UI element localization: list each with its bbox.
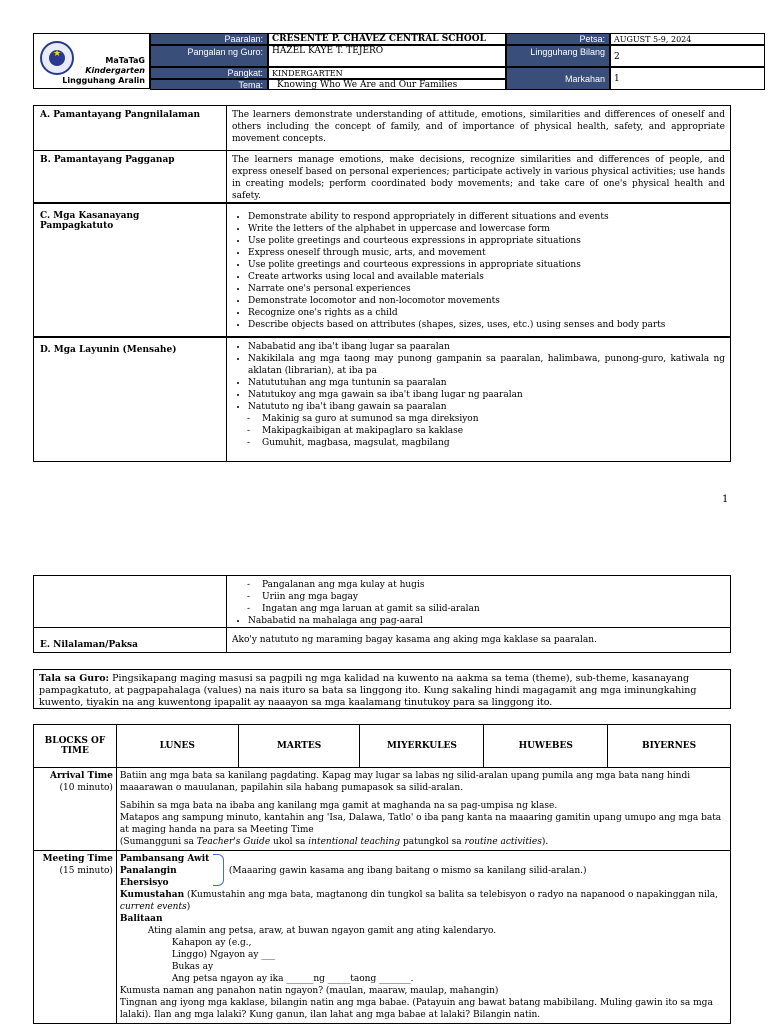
list-item: • Nababatid ang iba't ibang lugar sa paaralan — [248, 341, 725, 353]
petsa-label: Petsa: — [506, 33, 610, 45]
header-miyerkules: MIYERKULES — [360, 725, 484, 768]
arrival-content — [116, 768, 730, 851]
list-item: • Describe objects based on attributes (shapes, sizes, uses, etc.) using senses and body parts — [248, 319, 725, 331]
section-d — [33, 337, 731, 462]
list-item: - Ingatan ang mga laruan at gamit sa silid-aralan — [262, 603, 725, 615]
section-d-continued — [33, 575, 731, 627]
markahan-value: 1 — [610, 67, 765, 90]
section-e-title: E. Nilalaman/Paksa — [34, 628, 227, 652]
list-item: - Makipagkaibigan at makipaglaro sa kaklase — [262, 425, 725, 437]
bilang-value: 2 — [610, 45, 765, 67]
list-item: • Create artworks using local and available materials — [248, 271, 725, 283]
arrival-row — [34, 768, 731, 851]
logo-line-matatag: MaTaTaG — [105, 56, 145, 65]
pangkat-value: KINDERGARTEN — [268, 67, 506, 79]
header-blocks-of-time: BLOCKS OF TIME — [34, 725, 117, 768]
brace-icon — [213, 854, 224, 886]
meeting-panalangin: Panalangin — [119, 866, 177, 876]
arrival-time-cell — [34, 768, 117, 851]
arrival-text-1: Batiin ang mga bata sa kanilang pagdating. Kapag may lugar sa labas ng silid-aralan upang pumila ang mga bata nang hindi maaarawan o mauulanan, papilahin sila habang pumapasok sa silid-aralan. — [119, 771, 691, 793]
list-item: • Nakikilala ang mga taong may punong gampanin sa paaralan, halimbawa, punong-guro, katiwala ng aklatan (librarian), at iba pa — [248, 353, 725, 377]
meeting-kumustahan: Kumustahan (Kumustahin ang mga bata, magtanong din tungkol sa balita sa telebisyon o radyo na napanood o napakinggan nila, current events) — [119, 890, 719, 912]
meeting-line-7: Tingnan ang iyong mga kaklase, bilangin natin ang mga babae. (Patayuin ang bawat batang mabibilang. Muling gawin ito sa mga lalaki). Ilan ang mga lalaki? Kung ganun, ilan lahat ang mga babae at lalaki? Bilangin natin. — [119, 998, 713, 1020]
teacher-note-label: Tala sa Guro: — [39, 673, 110, 684]
logo-line-kindergarten: Kindergarten — [85, 66, 145, 75]
list-item: - Makinig sa guro at sumunod sa mga direksiyon — [262, 413, 725, 425]
meeting-line-1: Ating alamin ang petsa, araw, at buwan ngayon gamit ang ating kalendaryo. — [147, 926, 497, 936]
petsa-value: AUGUST 5-9, 2024 — [610, 33, 765, 45]
arrival-text-2: Sabihin sa mga bata na ibaba ang kanilang mga gamit at maghanda na sa pag-umpisa ng klase. — [119, 801, 558, 811]
list-item: • Express oneself through music, arts, and movement — [248, 247, 725, 259]
list-item: • Narrate one's personal experiences — [248, 283, 725, 295]
list-item: • Natututo ng iba't ibang gawain sa paaralan — [248, 401, 725, 413]
section-c-title — [34, 204, 227, 336]
header-huwebes: HUWEBES — [484, 725, 608, 768]
section-d-cont-list — [227, 576, 730, 630]
list-item: • Write the letters of the alphabet in uppercase and lowercase form — [248, 223, 725, 235]
list-item: • Nababatid na mahalaga ang pag-aaral — [248, 615, 725, 627]
arrival-time-duration: (10 minuto) — [59, 783, 113, 793]
meeting-awit: Pambansang Awit — [119, 854, 210, 864]
meeting-content — [116, 851, 730, 1024]
list-item: - Pangalanan ang mga kulay at hugis — [262, 579, 725, 591]
header-lunes: LUNES — [116, 725, 238, 768]
pangkat-label: Pangkat: — [150, 67, 268, 79]
meeting-line-6: Kumusta naman ang panahon natin ngayon? (maulan, maaraw, maulap, mahangin) — [119, 986, 499, 996]
section-c — [33, 203, 731, 337]
list-item: • Use polite greetings and courteous expressions in appropriate situations — [248, 235, 725, 247]
section-a-title: A. Pamantayang Pangnilalaman — [34, 106, 227, 150]
arrival-text-4: (Sumangguni sa Teacher's Guide ukol sa intentional teaching patungkol sa routine activities). — [119, 837, 549, 847]
section-d-list — [227, 338, 730, 452]
section-b — [33, 150, 731, 203]
list-item: - Gumuhit, magbasa, magsulat, magbilang — [262, 437, 725, 449]
list-item: • Natutukoy ang mga gawain sa iba't ibang lugar ng paaralan — [248, 389, 725, 401]
section-e — [33, 627, 731, 653]
section-c-title-text: C. Mga Kasanayang Pampagkatuto — [40, 211, 140, 231]
list-item: • Demonstrate ability to respond appropriately in different situations and events — [248, 211, 725, 223]
section-d-cont-left — [34, 576, 227, 627]
paaralan-label: Paaralan: — [150, 33, 268, 45]
header-martes: MARTES — [238, 725, 360, 768]
meeting-line-5: Ang petsa ngayon ay ika ______ng _____taong _______. — [171, 974, 414, 984]
section-c-list — [227, 204, 730, 334]
section-a — [33, 105, 731, 151]
meeting-row — [34, 851, 731, 1024]
logo-line-lingguhang: Lingguhang Aralin — [62, 76, 145, 85]
teacher-note-text: Pingsikapang maging masusi sa pagpili ng mga kalidad na kuwento na aakma sa tema (theme), sub-theme, kasanayang pampagkatuto, at pagpapahalaga (values) na nais ituro sa bata sa linggong ito. Kung sakaling hindi magagamit ang mga iminungkahing kuwento, tiyakin na ang kuwentong ipapalit ay naaayon sa mga kaalamang tinutukoy para sa linggong ito. — [39, 673, 697, 708]
guro-value: HAZEL KAYE T. TEJERO — [268, 45, 506, 67]
meeting-time-cell — [34, 851, 117, 1024]
section-b-text: The learners manage emotions, make decisions, recognize similarities and differences of people, and express oneself based on personal experiences; participate actively in various physical activities; use hands in creating models; perform coordinated body movements; and take care of one's physical health and safety. — [232, 155, 725, 201]
list-item: • Demonstrate locomotor and non-locomotor movements — [248, 295, 725, 307]
tema-value: Knowing Who We Are and Our Families — [268, 79, 506, 90]
meeting-ehersisyo: Ehersisyo — [119, 878, 169, 888]
teacher-note — [33, 669, 731, 709]
header-logo-box — [33, 33, 150, 89]
list-item: • Use polite greetings and courteous expressions in appropriate situations — [248, 259, 725, 271]
markahan-label: Markahan — [506, 67, 610, 90]
section-b-title: B. Pamantayang Pagganap — [34, 151, 227, 202]
header-biyernes: BIYERNES — [608, 725, 731, 768]
paaralan-value: CRESENTE P. CHAVEZ CENTRAL SCHOOL — [268, 33, 506, 45]
bilang-label: Lingguhang Bilang — [506, 45, 610, 67]
tema-label: Tema: — [150, 79, 268, 90]
meeting-time-title: Meeting Time — [42, 854, 113, 864]
list-item: • Natututuhan ang mga tuntunin sa paaralan — [248, 377, 725, 389]
arrival-text-3: Matapos ang sampung minuto, kantahin ang 'Isa, Dalawa, Tatlo' o iba pang kanta na maaaring gamitin upang umupo ang mga bata at maging handa na para sa Meeting Time — [119, 813, 722, 835]
logo-text — [62, 56, 145, 86]
list-item: • Recognize one's rights as a child — [248, 307, 725, 319]
section-e-text: Ako'y natututo ng maraming bagay kasama ang aking mga kaklase sa paaralan. — [232, 635, 597, 645]
meeting-brace-note: (Maaaring gawin kasama ang ibang baitang o mismo sa kanilang silid-aralan.) — [228, 866, 587, 876]
meeting-line-4: Bukas ay — [171, 962, 214, 972]
deped-seal-icon: ★ — [40, 41, 74, 75]
meeting-line-2: Kahapon ay (e.g., — [171, 938, 252, 948]
page-number: 1 — [722, 494, 729, 505]
section-a-text: The learners demonstrate understanding of attitude, emotions, similarities and differences of oneself and others including the concept of family, and of importance of physical health, safety, and appropriate movement concepts. — [232, 110, 725, 144]
schedule-table — [33, 724, 731, 1024]
meeting-time-duration: (15 minuto) — [59, 866, 113, 876]
meeting-line-3: Linggo) Ngayon ay ___ — [171, 950, 275, 960]
guro-label: Pangalan ng Guro: — [150, 45, 268, 67]
list-item: - Uriin ang mga bagay — [262, 591, 725, 603]
arrival-time-title: Arrival Time — [50, 771, 113, 781]
schedule-header-row — [34, 725, 731, 768]
section-d-title: D. Mga Layunin (Mensahe) — [34, 338, 227, 461]
meeting-balitaan: Balitaan — [119, 914, 163, 924]
